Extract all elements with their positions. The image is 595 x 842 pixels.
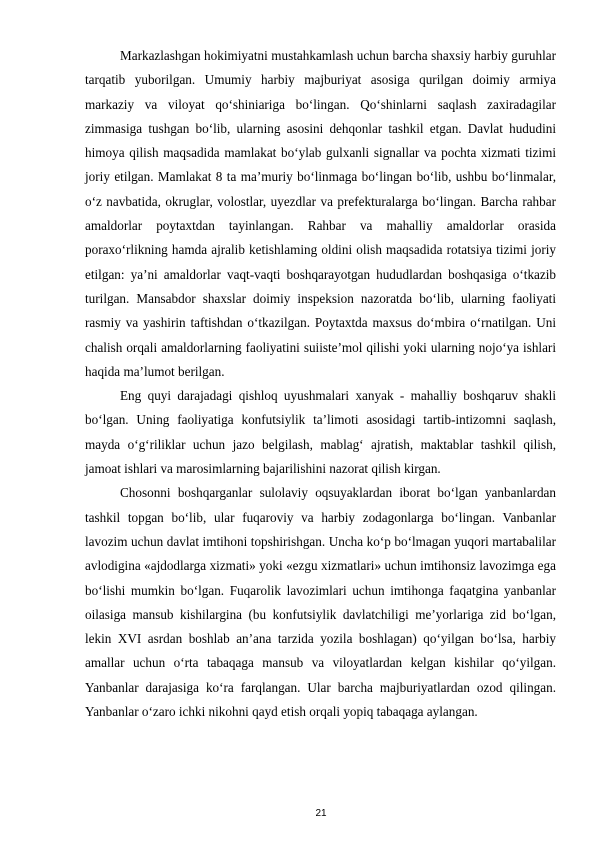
document-body xyxy=(85,44,556,724)
paragraph-yangban-class: Chosonni boshqarganlar sulolaviy oqsuyaklardan iborat bo‘lgan yanbanlardan tashkil topgan bo‘lib, ular fuqaroviy va harbiy zodagonlarga bo‘lingan. Vanbanlar lavozim uchun davlat imtihoni topshirishgan. Uncha ko‘p bo‘lmagan yuqori martabalilar avlodigina «ajdodlarga xizmati» yoki «ezgu xizmatlari» uchun imtihonsiz lavozimga ega bo‘lishi mumkin bo‘lgan. Fuqarolik lavozimlari uchun imtihonga faqatgina yanbanlar oilasiga mansub kishilargina (bu konfutsiylik davlatchiligi me’yorlariga zid bo‘lgan, lekin XVI asrdan boshlab an’ana tarzida yozila boshlagan) qo‘yilgan bo‘lsa, harbiy amallar uchun o‘rta tabaqaga mansub va viloyatlardan kelgan kishilar qo‘yilgan. Yanbanlar darajasiga ko‘ra farqlangan. Ular barcha majburiyatlardan ozod qilingan. Yanbanlar o‘zaro ichki nikohni qayd etish orqali yopiq tabaqaga aylangan. xyxy=(85,485,556,720)
paragraph-military-administration: Markazlashgan hokimiyatni mustahkamlash uchun barcha shaxsiy harbiy guruhlar tarqatib yuborilgan. Umumiy harbiy majburiyat asosiga qurilgan doimiy armiya markaziy va viloyat qo‘shiniariga bo‘lingan. Qo‘shinlarni saqlash zaxiradagilar zimmasiga tushgan bo‘lib, ularning asosini dehqonlar tashkil etgan. Davlat hududini himoya qilish maqsadida mamlakat bo‘ylab gulxanli signallar va pochta xizmati tizimi joriy etilgan. Mamlakat 8 ta ma’muriy bo‘linmaga bo‘lingan bo‘lib, ushbu bo‘linmalar, o‘z navbatida, okruglar, volostlar, uyezdlar va prefekturalarga bo‘lingan. Barcha rahbar amaldorlar poytaxtdan tayinlangan. Rahbar va mahalliy amaldorlar orasida poraxo‘rlikning hamda ajralib ketishlaming oldini olish maqsadida rotatsiya tizimi joriy etilgan: ya’ni amaldorlar vaqt-vaqti boshqarayotgan hududlardan boshqasiga o‘tkazib turilgan. Mansabdor shaxslar doimiy inspeksion nazoratda bo‘lib, ularning faoliyati rasmiy va yashirin taftishdan o‘tkazilgan. Poytaxtda maxsus do‘mbira o‘rnatilgan. Uni chalish orqali amaldorlarning faoliyatini suiiste’mol qilishi yoki ularning nojo‘ya ishlari haqida ma’lumot berilgan. xyxy=(85,48,556,379)
page-number: 21 xyxy=(315,808,327,819)
paragraph-village-associations: Eng quyi darajadagi qishloq uyushmalari xanyak - mahalliy boshqaruv shakli bo‘lgan. Uning faoliyatiga konfutsiylik ta’limoti asosidagi tartib-intizomni saqlash, mayda o‘g‘riliklar uchun jazo belgilash, mablag‘ ajratish, maktablar tashkil qilish, jamoat ishlari va marosimlarning bajarilishini nazorat qilish kirgan. xyxy=(85,388,556,477)
